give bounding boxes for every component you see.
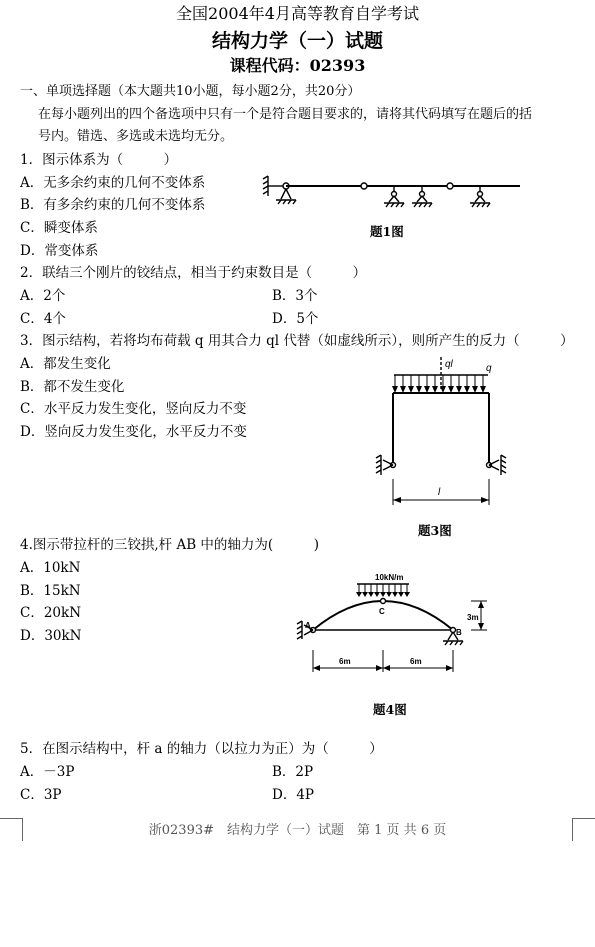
question-2-option-c: C．4个 (20, 311, 66, 327)
figure-q3-label-ql: ql (445, 359, 453, 370)
figure-q4-height-label: 3m (467, 613, 479, 622)
question-3-option-c: C．水平反力发生变化，竖向反力不变 (20, 401, 247, 417)
question-4-option-d: D．30kN (20, 628, 82, 644)
question-2-option-a: A．2个 (20, 288, 66, 304)
question-4-option-b: B．15kN (20, 583, 81, 599)
question-5-option-d: D．4P (272, 787, 314, 803)
question-4-option-a: A．10kN (20, 560, 81, 576)
figure-q4-span-left-label: 6m (339, 657, 351, 666)
page-footer: 浙02393# 结构力学（一）试题 第 1 页 共 6 页 (148, 823, 447, 838)
question-3-option-b: B．都不发生变化 (20, 379, 125, 395)
question-3-option-a: A．都发生变化 (20, 356, 111, 372)
question-1-option-b: B．有多余约束的几何不变体系 (20, 197, 206, 213)
question-1-option-c: C．瞬变体系 (20, 220, 98, 236)
question-2-option-b: B．3个 (272, 288, 318, 304)
figure-q4-load-label: 10kN/m (375, 573, 404, 582)
question-5-option-c: C．3P (20, 787, 62, 803)
exam-title: 全国2004年4月高等教育自学考试 (176, 4, 419, 23)
figure-q3-caption: 题3图 (418, 523, 452, 538)
question-5-stem: 5．在图示结构中，杆 a 的轴力（以拉力为正）为（ ） (20, 741, 383, 757)
figure-q1 (262, 168, 527, 216)
question-2-stem: 2．联结三个刚片的铰结点，相当于约束数目是（ ） (20, 265, 367, 281)
question-5-option-b: B．2P (272, 764, 314, 780)
figure-q4 (295, 568, 495, 678)
question-1-option-d: D．常变体系 (20, 243, 99, 259)
figure-q4-label-a: A (305, 621, 311, 630)
question-2-option-d: D．5个 (272, 311, 319, 327)
figure-q4-label-c: C (379, 607, 385, 616)
instruction-line-2: 号内。错选、多选或未选均无分。 (38, 129, 234, 144)
paper-title: 结构力学（一）试题 (211, 30, 383, 52)
figure-q3 (370, 355, 510, 515)
instruction-line-1: 在每小题列出的四个备选项中只有一个是符合题目要求的，请将其代码填写在题后的括 (38, 107, 533, 122)
question-4-stem: 4.图示带拉杆的三铰拱,杆 AB 中的轴力为( ) (20, 537, 319, 553)
figure-q3-label-q: q (486, 363, 492, 374)
figure-q3-label-l: l (438, 487, 441, 498)
question-1-stem: 1．图示体系为（ ） (20, 152, 178, 168)
course-code: 课程代码：02393 (229, 56, 366, 75)
question-4-option-c: C．20kN (20, 605, 82, 621)
figure-q4-span-right-label: 6m (410, 657, 422, 666)
figure-q4-caption: 题4图 (373, 702, 407, 717)
question-1-option-a: A．无多余约束的几何不变体系 (20, 175, 206, 191)
figure-q1-caption: 题1图 (370, 224, 404, 239)
question-5-option-a: A．－3P (20, 764, 75, 780)
question-3-stem: 3．图示结构，若将均布荷载 q 用其合力 ql 代替（如虚线所示），则所产生的反力（ ） (20, 333, 574, 349)
section-heading: 一、单项选择题（本大题共10小题，每小题2分，共20分） (20, 84, 361, 99)
question-3-option-d: D．竖向反力发生变化，水平反力不变 (20, 424, 247, 440)
figure-q4-label-b: B (456, 628, 462, 637)
